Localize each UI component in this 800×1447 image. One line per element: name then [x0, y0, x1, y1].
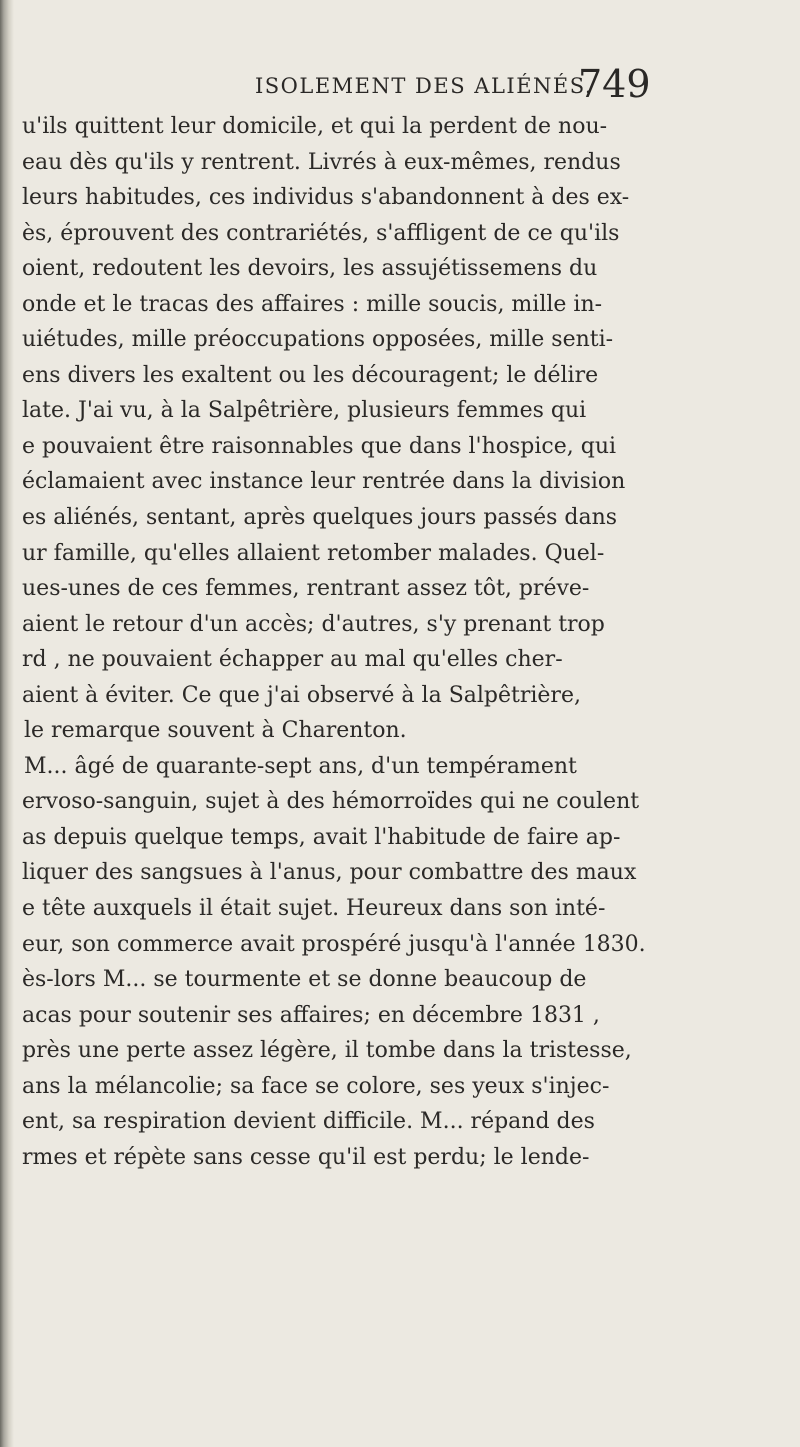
body-text: [14, 109, 664, 1175]
text-line: u'ils quittent leur domicile, et qui la perdent de nou-: [22, 114, 608, 139]
text-line: uiétudes, mille préoccupations opposées, mille senti-: [22, 327, 614, 353]
page-number: 749: [578, 62, 651, 106]
text-line: aient à éviter. Ce que j'ai observé à la Salpêtrière,: [22, 682, 581, 708]
text-line: le remarque souvent à Charenton.: [24, 718, 407, 744]
text-line: rd , ne pouvaient échapper au mal qu'elles cher-: [22, 647, 563, 673]
text-line: as depuis quelque temps, avait l'habitude de faire ap-: [22, 824, 621, 850]
text-line: eau dès qu'ils y rentrent. Livrés à eux-mêmes, rendus: [22, 149, 621, 175]
text-line: rmes et répète sans cesse qu'il est perdu; le lende-: [22, 1144, 590, 1170]
text-line: liquer des sangsues à l'anus, pour combattre des maux: [22, 860, 637, 886]
text-line: ervoso-sanguin, sujet à des hémorroïdes qui ne coulent: [22, 789, 640, 815]
page-gutter-shadow: [0, 0, 14, 1447]
text-line: ès, éprouvent des contrariétés, s'affligent de ce qu'ils: [22, 220, 620, 246]
text-line: acas pour soutenir ses affaires; en décembre 1831 ,: [22, 1002, 600, 1028]
text-line: e pouvaient être raisonnables que dans l'hospice, qui: [22, 433, 617, 459]
text-line: ues-unes de ces femmes, rentrant assez tôt, préve-: [22, 576, 590, 602]
text-line: ur famille, qu'elles allaient retomber malades. Quel-: [22, 540, 605, 566]
text-line: M... âgé de quarante-sept ans, d'un tempérament: [24, 753, 577, 779]
text-line: es aliénés, sentant, après quelques jours passés dans: [22, 505, 618, 531]
text-line: aient le retour d'un accès; d'autres, s'y prenant trop: [22, 611, 605, 637]
text-line: ans la mélancolie; sa face se colore, ses yeux s'injec-: [22, 1073, 610, 1099]
text-line: ent, sa respiration devient difficile. M... répand des: [22, 1109, 595, 1135]
text-line: éclamaient avec instance leur rentrée dans la division: [22, 469, 626, 495]
text-line: oient, redoutent les devoirs, les assujétissemens du: [22, 256, 598, 282]
text-line: ès-lors M... se tourmente et se donne beaucoup de: [22, 967, 587, 993]
text-line: e tête auxquels il était sujet. Heureux dans son inté-: [22, 896, 606, 922]
running-head: ISOLEMENT DES ALIÉNÉS.: [255, 74, 594, 98]
text-line: leurs habitudes, ces individus s'abandonnent à des ex-: [22, 185, 630, 211]
text-line: eur, son commerce avait prospéré jusqu'à l'année 1830.: [22, 931, 646, 957]
text-line: late. J'ai vu, à la Salpêtrière, plusieurs femmes qui: [22, 398, 587, 424]
text-line: onde et le tracas des affaires : mille soucis, mille in-: [22, 291, 603, 317]
text-line: ens divers les exaltent ou les découragent; le délire: [22, 362, 599, 388]
text-line: près une perte assez légère, il tombe dans la tristesse,: [22, 1038, 632, 1064]
